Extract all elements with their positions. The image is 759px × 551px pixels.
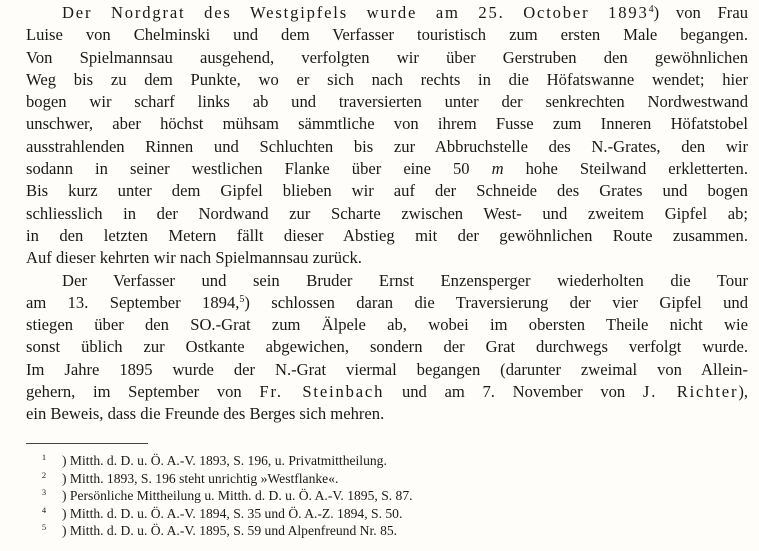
footnote-mark: 1 (41, 452, 47, 462)
footnotes (26, 452, 646, 540)
footnote-ref: 4 (648, 4, 654, 15)
text-line: Der Verfasser und sein Bruder Ernst Enzensperger wiederholten die Tour (62, 270, 748, 290)
text-line: ein Beweis, dass die Freunde des Berges sich mehren. (26, 404, 385, 424)
footnote-mark: 5 (41, 522, 47, 533)
text-line: stiegen über den SO.-Grat zum Älpele ab, wobei im obersten Theile nicht wie (26, 315, 748, 335)
footnote-text: ) Mitth. d. D. u. Ö. A.-V. 1895, S. 59 und Alpenfreund Nr. 85. (62, 523, 398, 539)
text-line: Luise von Chelminski und dem Verfasser touristisch zum ersten Male begangen. (26, 25, 748, 45)
footnote-mark: 3 (41, 487, 47, 498)
unit-metre: m (491, 159, 504, 179)
footnote-divider (26, 443, 148, 444)
text-line: schliesslich in der Nordwand zur Scharte zwischen West- und zweitem Gipfel ab; (26, 203, 748, 223)
person-name: J. Richter (642, 382, 739, 402)
text-line: gehern, im September von Fr. Steinbach und am 7. November von J. Richter), (26, 382, 749, 402)
footnote (26, 452, 646, 470)
text-line: unschwer, aber höchst mühsam sämmtliche von ihrem Fusse zum Inneren Höfatstobel (26, 114, 748, 134)
text-line: sodann in seiner westlichen Flanke über eine 50 m hohe Steilwand erkletterten. (26, 159, 748, 179)
footnote (26, 505, 646, 523)
text-line: Bis kurz unter dem Gipfel blieben wir auf der Schneide des Grates und bogen (26, 181, 748, 201)
footnote (26, 487, 646, 505)
text-line: in den letzten Metern fällt dieser Abstieg mit der gewöhnlichen Route zusammen. (26, 225, 748, 245)
body-text (26, 2, 748, 426)
footnote-text: ) Mitth. 1893, S. 196 steht unrichtig »Westflanke«. (62, 470, 339, 486)
text-line: sonst üblich zur Ostkante abgewichen, sondern der Grat durchwegs verfolgt wurde. (26, 337, 748, 357)
text-line: Von Spielmannsau ausgehend, verfolgten wir über Gerstruben den gewöhnlichen (26, 47, 748, 67)
footnote (26, 522, 646, 540)
text-line: Auf dieser kehrten wir nach Spielmannsau zurück. (26, 248, 362, 268)
text-line: Der Nordgrat des Westgipfels wurde am 25. October 1893$^4$) von Frau (62, 3, 748, 22)
footnote-text: ) Mitth. d. D. u. Ö. A.-V. 1894, S. 35 und Ö. A.-Z. 1894, S. 50. (62, 505, 403, 521)
footnote-mark: 2 (41, 469, 47, 480)
text-line: Weg bis zu dem Punkte, wo er sich nach rechts in die Höfatswanne wendet; hier (26, 69, 748, 89)
text-line: ausstrahlenden Rinnen und Schluchten bis zur Abbruchstelle des N.-Grates, den wir (26, 136, 748, 156)
footnote-text: ) Persönliche Mittheilung u. Mitth. d. D. u. Ö. A.-V. 1895, S. 87. (62, 488, 413, 504)
text-line: bogen wir scharf links ab und traversierten unter der senkrechten Nordwestwand (26, 92, 748, 112)
footnote-mark: 4 (41, 504, 47, 515)
person-name: Fr. Steinbach (259, 382, 385, 402)
text-line: am 13. September 1894,$^5$) schlossen daran die Traversierung der vier Gipfel und (26, 292, 748, 312)
footnote-ref: 5 (239, 293, 245, 305)
emphasis-north-ridge: Der Nordgrat des Westgipfels wurde am 25. October 1893 (62, 3, 649, 22)
footnote (26, 470, 646, 488)
text-line: Im Jahre 1895 wurde der N.-Grat viermal begangen (darunter zweimal von Allein- (26, 359, 748, 379)
footnote-text: ) Mitth. d. D. u. Ö. A.-V. 1893, S. 196, u. Privatmittheilung. (62, 453, 387, 468)
